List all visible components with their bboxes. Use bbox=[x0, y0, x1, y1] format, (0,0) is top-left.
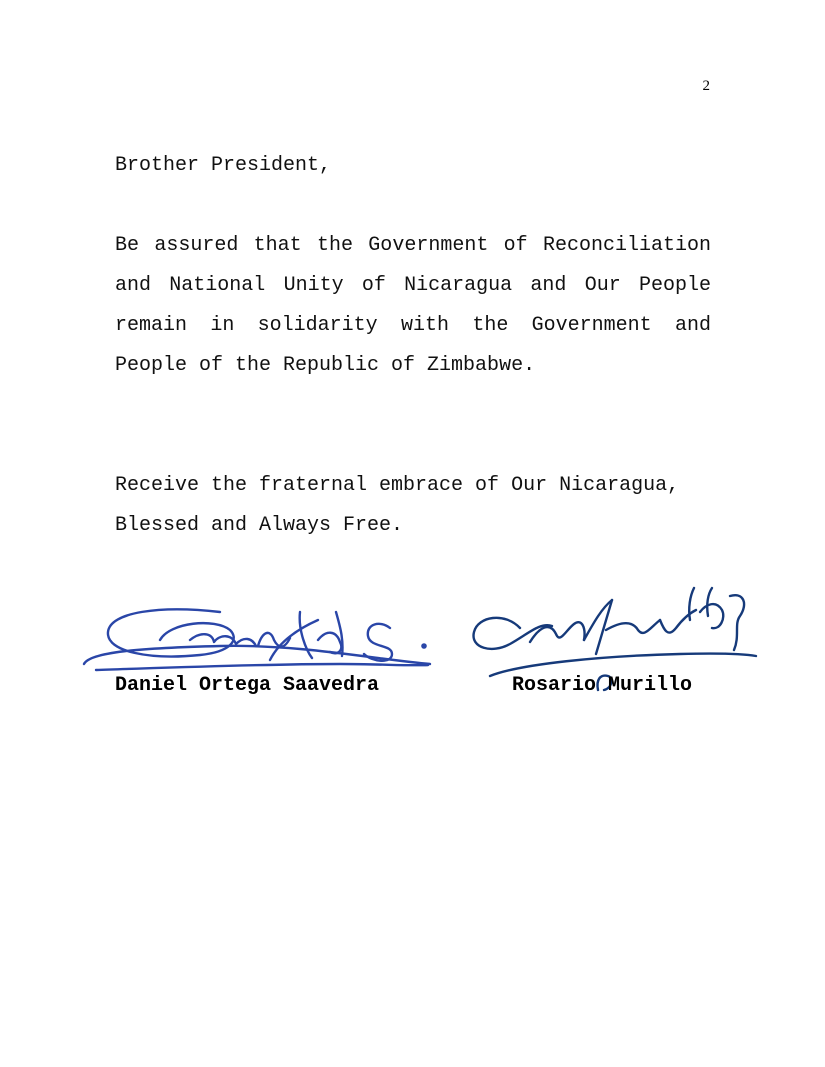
closing-paragraph bbox=[115, 466, 711, 546]
closing-line-1: Receive the fraternal embrace of Our Nicaragua, bbox=[115, 474, 680, 497]
page-number: 2 bbox=[702, 78, 710, 94]
signatory-name-2: Rosario Murillo bbox=[512, 674, 693, 697]
signatory-name-1: Daniel Ortega Saavedra bbox=[115, 674, 380, 697]
body-paragraph: Be assured that the Government of Reconciliation and National Unity of Nicaragua and Our People remain in solidarity with the Government and People of the Republic of Zimbabwe. bbox=[115, 234, 711, 377]
signature-daniel-ortega bbox=[84, 609, 430, 670]
closing-line-2: Blessed and Always Free. bbox=[115, 514, 404, 537]
salutation: Brother President, bbox=[115, 154, 332, 177]
